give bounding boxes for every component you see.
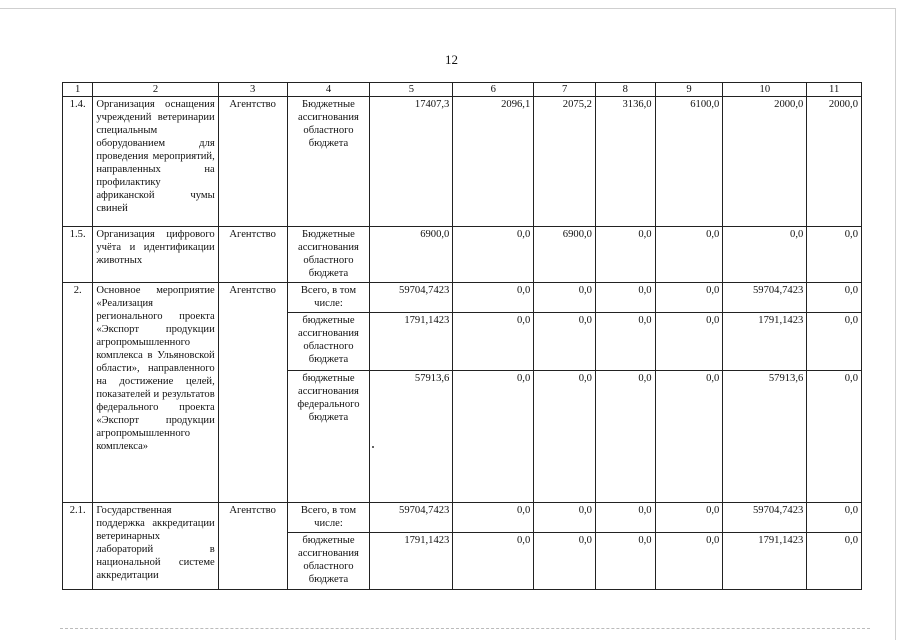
amount-cell: 0,0: [453, 283, 534, 313]
amount-cell: 0,0: [453, 533, 534, 590]
amount-cell: 2000,0: [807, 97, 862, 227]
amount-cell: 0,0: [595, 503, 655, 533]
table-row: [63, 283, 862, 313]
row-number: 1.5.: [63, 227, 93, 283]
funding-source: бюджетные ассигнования федерального бюджета: [287, 371, 370, 503]
amount-cell: 0,0: [807, 227, 862, 283]
amount-cell: 0,0: [807, 503, 862, 533]
amount-cell: 0,0: [595, 371, 655, 503]
funding-source: бюджетные ассигнования областного бюджета: [287, 313, 370, 371]
table-row: [63, 227, 862, 283]
header-cell: 1: [63, 83, 93, 97]
amount-cell: 0,0: [453, 371, 534, 503]
amount-cell: 0,0: [534, 503, 596, 533]
amount-cell: 0,0: [807, 371, 862, 503]
amount-cell: 0,0: [723, 227, 807, 283]
header-cell: 10: [723, 83, 807, 97]
header-cell: 6: [453, 83, 534, 97]
amount-cell: 6100,0: [655, 97, 723, 227]
header-cell: 4: [287, 83, 370, 97]
header-cell: 7: [534, 83, 596, 97]
amount-cell: 0,0: [595, 313, 655, 371]
event-name: Основное мероприятие «Реализация регионального проекта «Экспорт продукции агропромышленного комплекса в Ульяновской области», направленного на достижение целей, показателей и результатов федерального проекта «Экспорт продукции агропромышленного комплекса»: [93, 283, 218, 503]
page-edge-top: [0, 8, 895, 9]
scan-speck: [372, 446, 374, 448]
amount-cell: 0,0: [595, 283, 655, 313]
executor: Агентство: [218, 97, 287, 227]
amount-cell: 2096,1: [453, 97, 534, 227]
amount-cell: 57913,6: [723, 371, 807, 503]
row-number: 1.4.: [63, 97, 93, 227]
amount-cell: 57913,6: [370, 371, 453, 503]
event-name: Организация оснащения учреждений ветеринарии специальным оборудованием для проведения мероприятий, направленных на профилактику африканской чумы свиней: [93, 97, 218, 227]
table-body: [63, 83, 862, 590]
amount-cell: 17407,3: [370, 97, 453, 227]
amount-cell: 1791,1423: [723, 533, 807, 590]
header-cell: 8: [595, 83, 655, 97]
funding-source: бюджетные ассигнования областного бюджета: [287, 533, 370, 590]
amount-cell: 0,0: [807, 313, 862, 371]
header-cell: 11: [807, 83, 862, 97]
funding-source: Всего, в том числе:: [287, 503, 370, 533]
footer-scan-line: [60, 628, 870, 629]
budget-table: [62, 82, 862, 590]
amount-cell: 0,0: [655, 227, 723, 283]
header-cell: 2: [93, 83, 218, 97]
amount-cell: 6900,0: [534, 227, 596, 283]
row-number: 2.: [63, 283, 93, 503]
amount-cell: 0,0: [453, 503, 534, 533]
amount-cell: 1791,1423: [723, 313, 807, 371]
amount-cell: 0,0: [595, 227, 655, 283]
amount-cell: 0,0: [595, 533, 655, 590]
amount-cell: 59704,7423: [370, 283, 453, 313]
amount-cell: 0,0: [453, 313, 534, 371]
amount-cell: 0,0: [534, 533, 596, 590]
page-edge-right: [895, 8, 896, 640]
funding-source: Бюджетные ассигнования областного бюджета: [287, 97, 370, 227]
amount-cell: 1791,1423: [370, 313, 453, 371]
amount-cell: 0,0: [453, 227, 534, 283]
executor: Агентство: [218, 227, 287, 283]
row-number: 2.1.: [63, 503, 93, 590]
executor: Агентство: [218, 283, 287, 503]
amount-cell: 2075,2: [534, 97, 596, 227]
amount-cell: 3136,0: [595, 97, 655, 227]
amount-cell: 59704,7423: [723, 283, 807, 313]
amount-cell: 0,0: [655, 313, 723, 371]
amount-cell: 0,0: [807, 533, 862, 590]
funding-source: Бюджетные ассигнования областного бюджета: [287, 227, 370, 283]
amount-cell: 0,0: [655, 283, 723, 313]
amount-cell: 0,0: [807, 283, 862, 313]
header-row: [63, 83, 862, 97]
header-cell: 3: [218, 83, 287, 97]
page-number: 12: [445, 52, 458, 67]
funding-source: Всего, в том числе:: [287, 283, 370, 313]
table-row: [63, 503, 862, 533]
header-cell: 5: [370, 83, 453, 97]
amount-cell: 59704,7423: [723, 503, 807, 533]
amount-cell: 0,0: [534, 283, 596, 313]
table-row: [63, 97, 862, 227]
amount-cell: 0,0: [655, 371, 723, 503]
amount-cell: 2000,0: [723, 97, 807, 227]
amount-cell: 0,0: [534, 313, 596, 371]
event-name: Организация цифрового учёта и идентификации животных: [93, 227, 218, 283]
header-cell: 9: [655, 83, 723, 97]
event-name: Государственная поддержка аккредитации ветеринарных лабораторий в национальной системе аккредитации: [93, 503, 218, 590]
executor: Агентство: [218, 503, 287, 590]
amount-cell: 0,0: [655, 503, 723, 533]
amount-cell: 0,0: [655, 533, 723, 590]
amount-cell: 6900,0: [370, 227, 453, 283]
amount-cell: 59704,7423: [370, 503, 453, 533]
amount-cell: 1791,1423: [370, 533, 453, 590]
amount-cell: 0,0: [534, 371, 596, 503]
